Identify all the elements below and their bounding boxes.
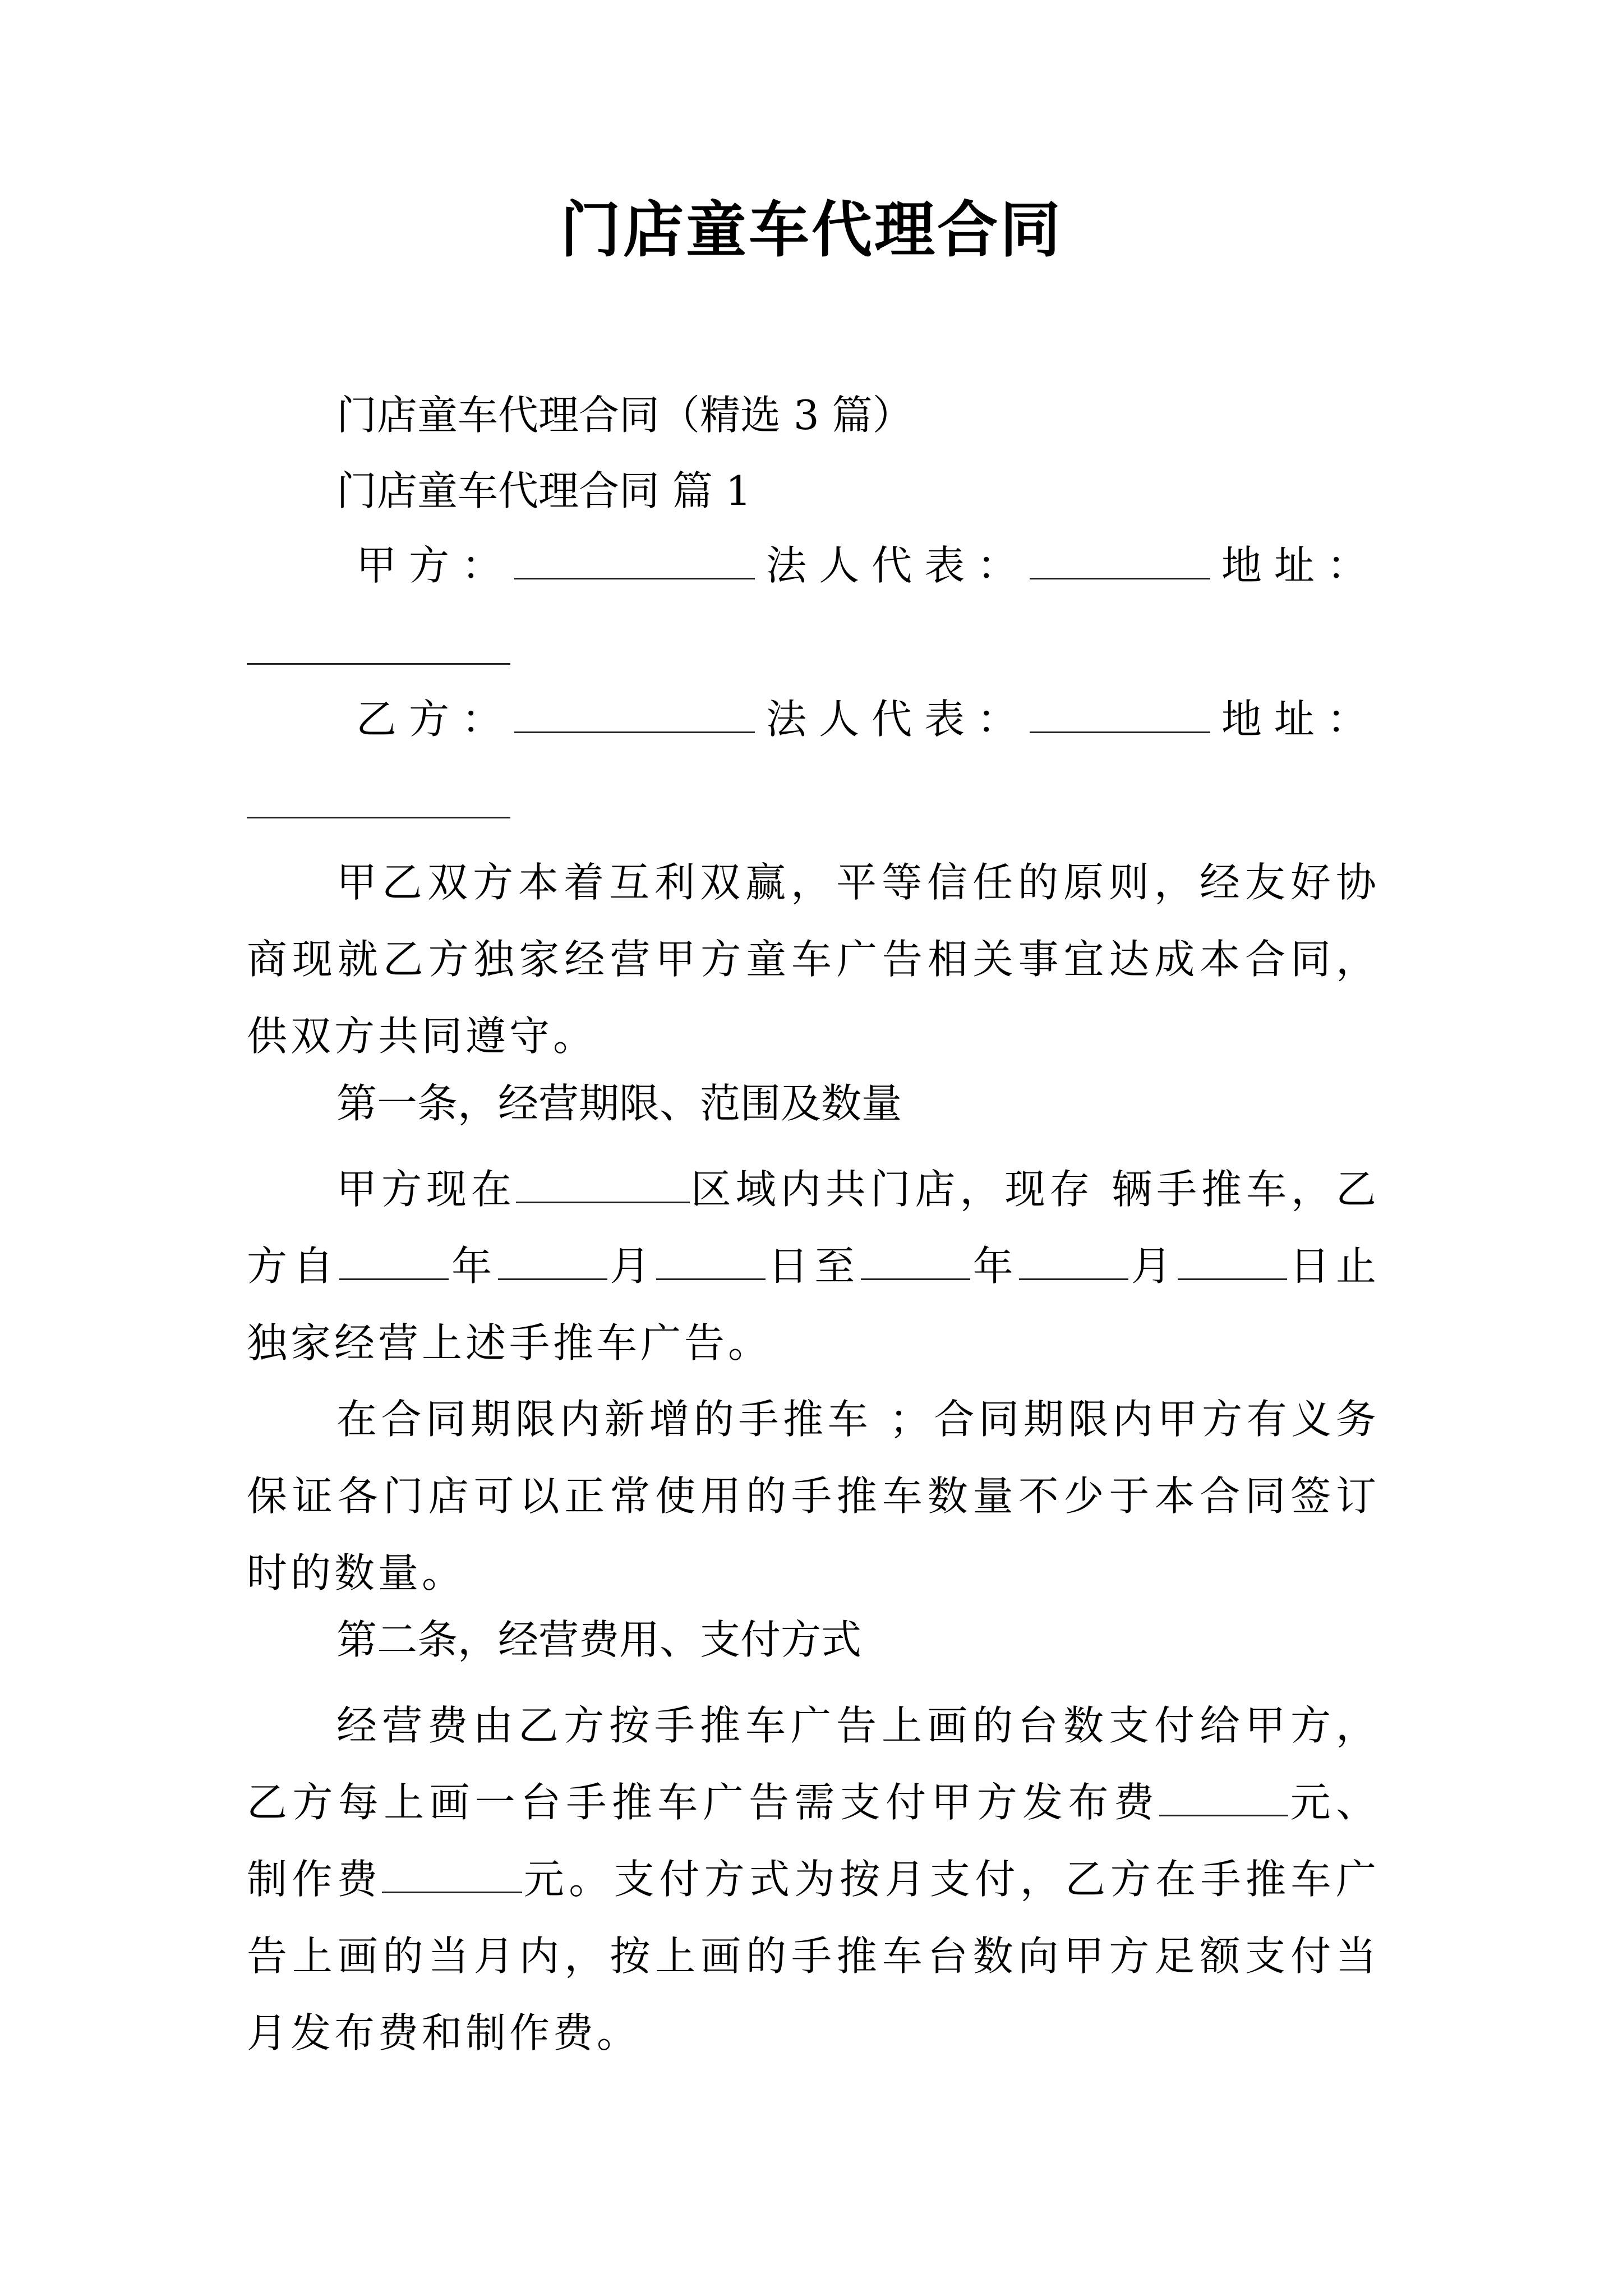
region-blank <box>516 1161 690 1203</box>
start-year-blank <box>339 1238 449 1280</box>
end-year-blank <box>861 1238 970 1280</box>
start-year-label: 年 <box>449 1243 498 1290</box>
party-b-rep-label: 法人代表： <box>766 696 1030 743</box>
end-year-label: 年 <box>970 1243 1020 1290</box>
article-1-paragraph-1 <box>247 1151 1380 1382</box>
party-b-row <box>336 691 1380 747</box>
publish-fee-blank <box>1159 1774 1288 1816</box>
article-2-title: 第二条，经营费用、支付方式 <box>336 1616 862 1663</box>
party-a-addr-label: 地址： <box>1221 542 1380 589</box>
production-fee-blank <box>382 1851 522 1893</box>
article-2-p1-text-a: 经营费由乙方按手推车广告上画的台数支付给甲方，乙方每上画一台手推车广告需支付甲方发布费 <box>247 1702 1380 1826</box>
party-a-name-blank <box>514 537 755 579</box>
document-subtitle: 门店童车代理合同（精选 3 篇） <box>336 392 913 439</box>
start-month-label: 月 <box>607 1243 656 1290</box>
party-b-addr-label: 地址： <box>1221 696 1380 743</box>
article-1-p1-text-a: 甲方现在 <box>336 1166 516 1213</box>
article-2-p1-text-c: 元。支付方式为按月支付，乙方在手推车广告上画的当月内，按上画的手推车台数向甲方足额支付当月发布费和制作费。 <box>247 1856 1380 2056</box>
end-day-blank <box>1178 1238 1287 1280</box>
end-month-label: 月 <box>1128 1243 1178 1290</box>
party-a-rep-blank <box>1030 537 1210 579</box>
party-b-rep-blank <box>1030 691 1210 733</box>
end-month-blank <box>1019 1238 1128 1280</box>
document-title: 门店童车代理合同 <box>560 195 1063 265</box>
start-day-label: 日至 <box>765 1243 861 1290</box>
party-a-rep-label: 法人代表： <box>766 542 1030 589</box>
article-2-p1-text-b: 元、制作费 <box>247 1779 1380 1903</box>
start-day-blank <box>656 1238 766 1280</box>
party-a-row <box>336 537 1380 593</box>
end-day-label: 日止独家经营上述手推车广告。 <box>247 1243 1380 1366</box>
party-a-label: 甲方： <box>356 542 515 589</box>
party-b-label: 乙方： <box>356 696 515 743</box>
party-b-addr-blank <box>247 816 510 818</box>
article-1-p1-text-b: 区域内共门店，现存 辆手推车，乙方自 <box>247 1166 1380 1290</box>
party-a-addr-blank <box>247 662 510 665</box>
section-heading: 门店童车代理合同 篇 1 <box>336 467 751 514</box>
start-month-blank <box>498 1238 607 1280</box>
intro-paragraph: 甲乙双方本着互利双赢，平等信任的原则，经友好协商现就乙方独家经营甲方童车广告相关事宜达成本合同，供双方共同遵守。 <box>247 859 1380 1060</box>
article-1-paragraph-2: 在合同期限内新增的手推车 ；合同期限内甲方有义务保证各门店可以正常使用的手推车数量不少于本合同签订时的数量。 <box>247 1396 1380 1596</box>
article-2-paragraph-1 <box>247 1687 1380 2072</box>
article-1-title: 第一条，经营期限、范围及数量 <box>336 1080 902 1127</box>
party-b-name-blank <box>514 691 755 733</box>
